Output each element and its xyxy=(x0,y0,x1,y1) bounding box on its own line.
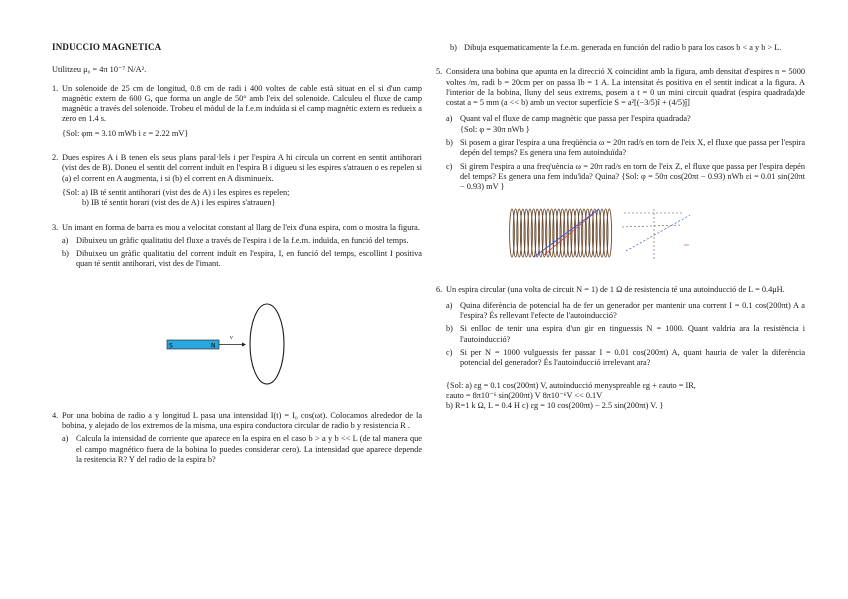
coil-svg xyxy=(504,201,764,269)
subquestion-b xyxy=(446,324,805,345)
sub-label: b) xyxy=(446,324,453,334)
left-column xyxy=(52,40,422,465)
sub-text: Quina diferència de potencial ha de fer un generador per mantenir una corrent I = 0.1 cos(200πt) A a l'espira? És rellevant l'efecte de l'autoinducció? xyxy=(460,300,805,321)
sub-label: a) xyxy=(446,300,453,310)
solution-line: b) R=1 k Ω, L = 0.4 H c) εg = 10 cos(200πt) − 2.5 sin(200πt) V. } xyxy=(446,401,664,411)
subquestion-b xyxy=(446,138,805,159)
sub-label: c) xyxy=(446,161,453,171)
sub-text: Si girem l'espira a una freq'uència ω = 20π rad/s en torn de l'eix Z, el fluxe que passa per l'espira depén del temps? Es genera una fem indu'ïda? Quina? {Sol: φ = 50π cos(20πt − 0.93) nWb εi = 0.01 sin(20πt − 0.93) mV } xyxy=(460,161,805,192)
sub-label: b) xyxy=(450,43,457,52)
magnet-n-label: N xyxy=(211,342,216,350)
subquestion-a xyxy=(446,114,805,135)
sub-label: b) xyxy=(446,138,453,148)
problem-number: 2. xyxy=(52,153,59,163)
sub-label: b) xyxy=(62,249,69,259)
subquestion-c xyxy=(446,162,805,193)
problem-text: Un espira circular (una volta de circuit N = 1) de 1 Ω de resistencia té una autoinducció de L = 0.4μH. xyxy=(446,284,785,294)
problem-2 xyxy=(52,153,422,208)
sub-label: a) xyxy=(62,235,69,245)
wire-loop xyxy=(250,304,284,384)
magnet-s-label: S xyxy=(169,342,173,350)
problem-1 xyxy=(52,84,422,139)
problem-number: 4. xyxy=(52,410,59,420)
subquestion-c xyxy=(446,348,805,369)
page-title: INDUCCIO MAGNETICA xyxy=(52,42,162,52)
sub-label: a) xyxy=(446,114,453,124)
problem-4-subquestion-b xyxy=(450,43,805,53)
problem-5 xyxy=(436,67,805,270)
solution-a: {Sol: a) IB té sentit antihorari (vist des de A) i les espires es repelen; xyxy=(62,187,290,197)
subquestion-b xyxy=(62,249,422,270)
sub-text: Si posem a girar l'espira a una freqüència ω = 20π rad/s en torn de l'eix X, el fluxe que passa per l'espira depén del temps? Es genera una fem autoinduïda? xyxy=(460,138,805,158)
problem-text: Un imant en forma de barra es mou a velocitat constant al llarg de l'eix d'una espira, com o mostra la figura. xyxy=(62,222,420,232)
subquestion-a xyxy=(62,434,422,465)
sub-text: Si enlloc de tenir una espira d'un gir en tinguessis N = 1000. Quant valdria ara la resistència i l'autoinducció? xyxy=(460,324,805,344)
problem-text: Considera una bobina que apunta en la direcció X coincidint amb la figura, amb densitat d'espires n = 5000 voltes /m, radi b = 20cm per on passa Ib = 1 A. La intensitat és positiva en el sentit indicat a la figura. A l'interior de la bobina, lluny del seus extrems, posem a t = 0 un mini circuit quadrat (espira quadrada)de costat a = 5 mm (a << b) amb un vector superfície S = a²[(−3/5)î + (4/5)ĵ] xyxy=(446,67,805,108)
solution-b: b) IB té sentit horari (vist des de A) i les espires s'atrauen} xyxy=(82,198,276,208)
problem-4 xyxy=(52,411,422,465)
velocity-label: v xyxy=(230,334,233,341)
problem-number: 5. xyxy=(436,67,443,77)
coil-winding xyxy=(607,209,612,257)
sub-label: c) xyxy=(446,348,453,358)
solenoid-coil xyxy=(510,209,612,257)
arrow-head-icon xyxy=(242,342,246,346)
right-column xyxy=(436,40,805,412)
problem-text: Dues espires A i B tenen els seus plans paral·lels i per l'espira A hi circula un corrent en sentit antihorari (vist des de B). Doneu el sentit del corrent induït en l'espira B i digueu si les espires s'atrauen o es repelen si (a) el corrent en A augmenta, i si (b) el corrent en A disminueix. xyxy=(62,153,422,183)
problem-6 xyxy=(436,285,805,369)
solution: {Sol: φm = 3.10 mWb i ε = 2.22 mV} xyxy=(62,128,189,138)
solution-line: {Sol: a) εg = 0.1 cos(200πt) V, autoinducció menyspreable εg + εauto = IR, xyxy=(446,380,696,390)
subquestion-a xyxy=(62,236,422,246)
sub-label: a) xyxy=(62,434,69,444)
sub-text: Dibuixeu un gràfic qualitatiu del fluxe a través de l'espira i de la f.e.m. induïda, en funció del temps. xyxy=(76,235,409,245)
problem-number: 6. xyxy=(436,284,443,294)
sub-text: Calcula la intensidad de corriente que aparece en la espira en el caso b > a y b << L (de tal manera que el campo magnético fuera de la bobina lo puedes considerar cero). La intensidad que aparece depende la resitencia R? Y del radio de la espira b? xyxy=(76,434,422,464)
problem-6-solution xyxy=(446,381,805,412)
problem-text: Por una bobina de radio a y longitud L pasa una intensidad I(t) = I₀ cos(ωt). Colocamos alrededor de la bobina, y alejado de los extremos de la misma, una espira conductora circular de radio b y resistencia R . xyxy=(62,410,422,431)
sub-text: Si per N = 1000 vulguessis fer passar I = 0.01 cos(200πt) A, quant hauria de valer la diferència potencial del generador? És l'autoinducció irrelevant ara? xyxy=(460,348,805,368)
sub-text: Quant val el fluxe de camp magnètic que passa per l'espira quadrada? xyxy=(460,114,691,124)
axis-y-dashed xyxy=(622,225,682,227)
magnet-loop-figure xyxy=(62,280,422,405)
intro-text: Utilitzeu μ₀ = 4π 10⁻⁷ N/A². xyxy=(52,65,147,75)
axis-diagonal xyxy=(626,215,690,251)
solution-line: εauto = 8π10⁻⁶ sin(200πt) V 8π10⁻⁶V << 0.1V xyxy=(446,390,603,400)
problem-3 xyxy=(52,223,422,405)
sub-solution: {Sol: φ = 30π nWb } xyxy=(460,124,530,134)
subquestion-a xyxy=(446,301,805,322)
coil-figure xyxy=(504,201,805,271)
problem-number: 1. xyxy=(52,83,59,93)
magnet-loop-svg xyxy=(62,280,422,405)
sub-text: Dibuja esquematicamente la f.e.m. generada en función del radio b para los casos b < a y b > L. xyxy=(464,43,782,52)
problem-number: 3. xyxy=(52,222,59,232)
problem-text: Un solenoide de 25 cm de longitud, 0.8 cm de radi i 400 voltes de cable està situat en el si d'un camp magnètic extern de 600 G, que forma un angle de 50° amb l'eix del solenoide. Calculeu el fluxe de camp magnètic a través del solenoide. Trobeu el mòdul de la f.e.m induïda si el camp magnètic extern es redueix a zero en 1.4 s. xyxy=(62,83,422,124)
sub-text: Dibuixeu un gràfic qualitatiu del corrent induït en l'espira, I, en funció del temps, escollint I positiva quan té sentit antihorari, vist des de l'imant. xyxy=(76,249,422,269)
